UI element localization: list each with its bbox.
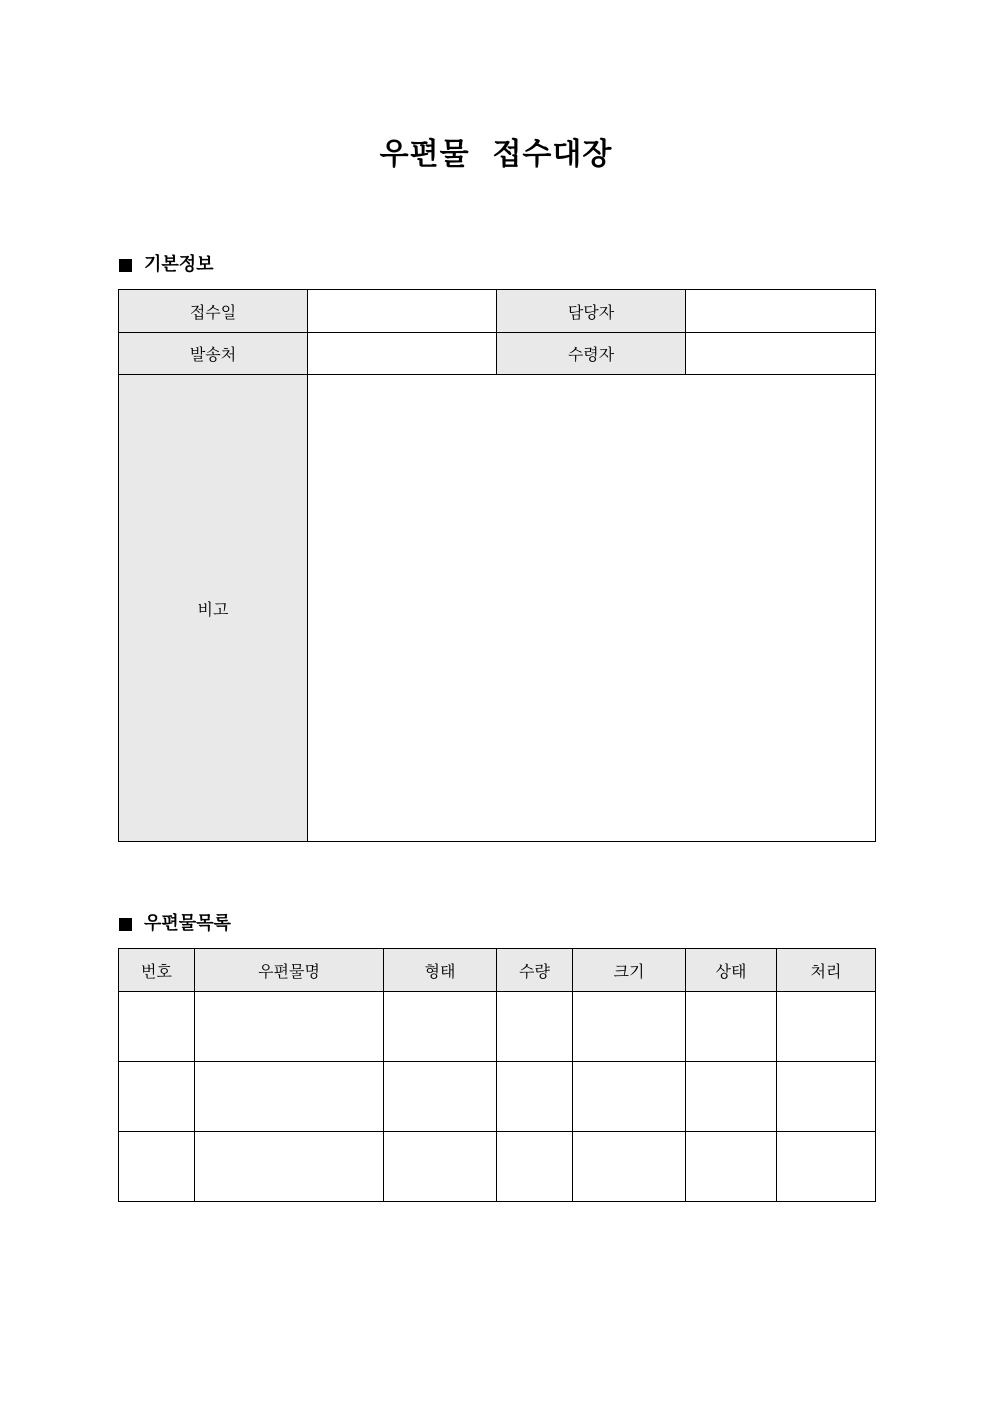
recipient-field[interactable]: [686, 333, 876, 375]
cell-item-name[interactable]: [195, 992, 384, 1062]
cell-item-name[interactable]: [195, 1062, 384, 1132]
cell-quantity[interactable]: [497, 1062, 573, 1132]
basic-info-heading: [119, 253, 214, 277]
sender-field[interactable]: [308, 333, 497, 375]
column-header-type: 형태: [384, 949, 497, 992]
mail-list-header-row: [119, 949, 876, 992]
sender-label: 발송처: [119, 333, 308, 375]
square-bullet-icon: [119, 259, 132, 272]
cell-processing[interactable]: [777, 1132, 876, 1202]
mail-list-heading-text: 우편물목록: [144, 913, 231, 934]
cell-type[interactable]: [384, 1062, 497, 1132]
manager-label: 담당자: [497, 290, 686, 333]
manager-field[interactable]: [686, 290, 876, 333]
column-header-status: 상태: [686, 949, 777, 992]
recipient-label: 수령자: [497, 333, 686, 375]
remarks-field[interactable]: [308, 375, 876, 842]
cell-status[interactable]: [686, 1132, 777, 1202]
cell-type[interactable]: [384, 992, 497, 1062]
cell-quantity[interactable]: [497, 1132, 573, 1202]
document-title: 우편물 접수대장: [379, 137, 613, 172]
basic-info-row: [119, 375, 876, 842]
basic-info-row: [119, 290, 876, 333]
cell-number[interactable]: [119, 1132, 195, 1202]
cell-quantity[interactable]: [497, 992, 573, 1062]
cell-type[interactable]: [384, 1132, 497, 1202]
cell-processing[interactable]: [777, 1062, 876, 1132]
column-header-size: 크기: [573, 949, 686, 992]
basic-info-heading-text: 기본정보: [144, 254, 214, 275]
cell-processing[interactable]: [777, 992, 876, 1062]
square-bullet-icon: [119, 918, 132, 931]
cell-item-name[interactable]: [195, 1132, 384, 1202]
column-header-item-name: 우편물명: [195, 949, 384, 992]
receipt-date-label: 접수일: [119, 290, 308, 333]
cell-size[interactable]: [573, 992, 686, 1062]
cell-size[interactable]: [573, 1062, 686, 1132]
cell-size[interactable]: [573, 1132, 686, 1202]
basic-info-table: [118, 289, 876, 842]
table-row: [119, 1062, 876, 1132]
receipt-date-field[interactable]: [308, 290, 497, 333]
basic-info-row: [119, 333, 876, 375]
cell-status[interactable]: [686, 992, 777, 1062]
mail-list-heading: [119, 912, 231, 936]
table-row: [119, 992, 876, 1062]
cell-status[interactable]: [686, 1062, 777, 1132]
column-header-quantity: 수량: [497, 949, 573, 992]
column-header-number: 번호: [119, 949, 195, 992]
remarks-label: 비고: [119, 375, 308, 842]
cell-number[interactable]: [119, 1062, 195, 1132]
column-header-processing: 처리: [777, 949, 876, 992]
table-row: [119, 1132, 876, 1202]
mail-list-table: [118, 948, 876, 1202]
cell-number[interactable]: [119, 992, 195, 1062]
